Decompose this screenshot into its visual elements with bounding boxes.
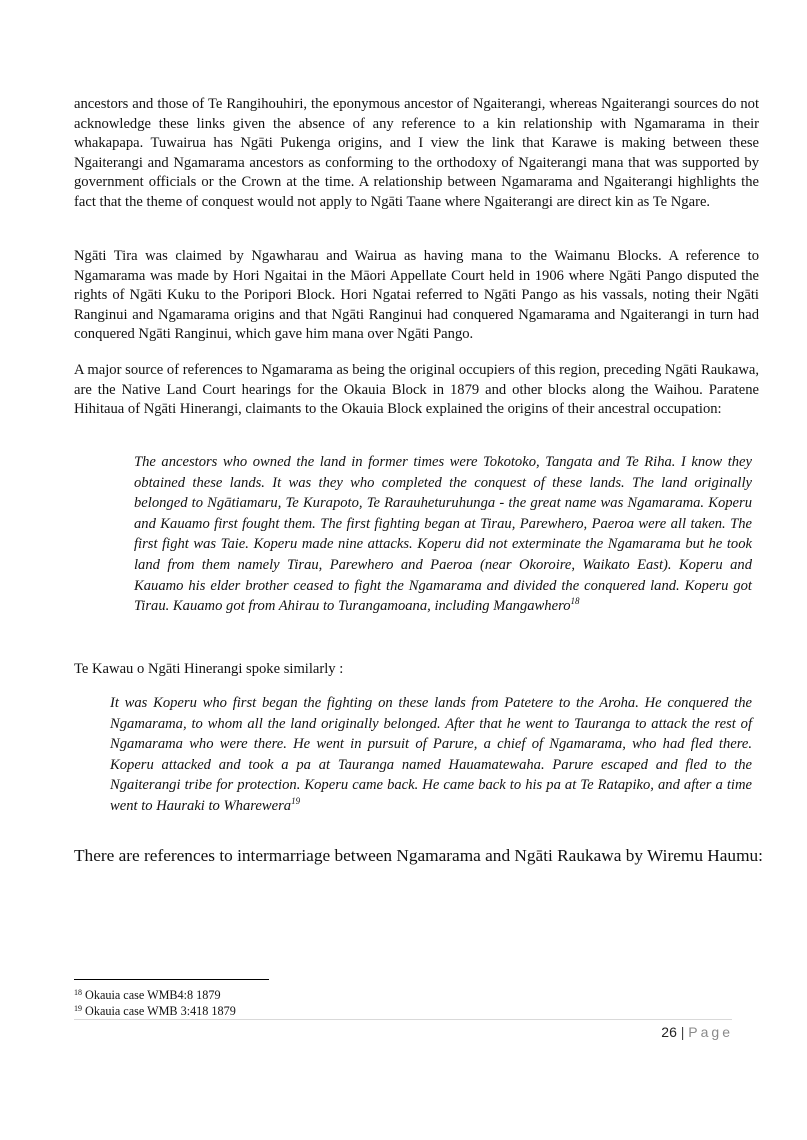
footnote-19 [74,1004,236,1019]
paragraph-ngati-tira: Ngāti Tira was claimed by Ngawharau and Wairua as having mana to the Waimanu Blocks. A reference to Ngamarama was made by Hori Ngaitai in the Māori Appellate Court held in 1906 where Ngāti Pango disputed the rights of Ngāti Kuku to the Poripori Block. Hori Ngatai referred to Ngāti Pango as his vassals, noting their Ngāti Ranginui and Ngamarama origins and that Ngāti Ranginui had conquered Ngamarama and Ngaiterangi in turn had conquered Ngāti Ranginui, which gave him mana over Ngāti Pango. [74,248,759,343]
page-number [661,1024,733,1040]
quote-text: It was Koperu who first began the fighting on these lands from Patetere to the Aroha. He conquered the Ngamarama, to whom all the land originally belonged. After that he went to Tauranga to attack the rest of Ngamarama who were there. He went in pursuit of Parure, a chief of Ngamarama, who had fled there. Koperu attacked and took a pa at Tauranga named Hauamatewaha. Parure escaped and fled to the Ngaiterangi tribe for protection. Koperu came back. He came back to his pa at Te Ratapiko, and after a time went to Hauraki to Wharewera [110,695,752,814]
quote-text: The ancestors who owned the land in former times were Tokotoko, Tangata and Te Riha. I know they obtained these lands. It was they who completed the conquest of these lands. The land originally belonged to Ngātiamaru, Te Kurapoto, Te Rarauheturuhunga - the great name was Ngamarama. Koperu and Kauamo first fought them. The first fighting began at Tirau, Parewhero, Paeroa were all taken. The first fight was Taie. Koperu made nine attacks. Koperu did not exterminate the Ngamarama but he took land from them namely Tirau, Parewhero and Paeroa (near Okoroire, Waikato East). Koperu and Kauamo his elder brother ceased to fight the Ngamarama and divided the conquered land. Koperu got Tirau. Kauamo got from Ahirau to Turangamoana, including Mangawhero [134,454,752,615]
footnote-ref-18[interactable]: 18 [570,596,580,607]
block-quote-te-kawau [110,693,752,817]
paragraph-intermarriage: There are references to intermarriage between Ngamarama and Ngāti Raukawa by Wiremu Haumu: [74,846,763,865]
footnote-text: Okauia case WMB4:8 1879 [85,988,221,1002]
footnote-number: 18 [74,988,82,997]
block-quote-paratene [134,452,752,617]
footnote-separator [74,979,269,980]
footnote-18 [74,988,221,1003]
footnote-ref-19[interactable]: 19 [291,795,301,806]
footnote-text: Okauia case WMB 3:418 1879 [85,1004,236,1018]
paragraph-te-kawau: Te Kawau o Ngāti Hinerangi spoke similarly : [74,661,344,677]
footer-divider [74,1019,732,1020]
footnote-number: 19 [74,1004,82,1013]
page-number-value: 26 [661,1024,677,1040]
paragraph-okauia-hearings: A major source of references to Ngamarama as being the original occupiers of this region, preceding Ngāti Raukawa, are the Native Land Court hearings for the Okauia Block in 1879 and other blocks along the Waihou. Paratene Hihitaua of Ngāti Hinerangi, claimants to the Okauia Block explained the origins of their ancestral occupation: [74,362,759,418]
paragraph-ancestors: ancestors and those of Te Rangihouhiri, the eponymous ancestor of Ngaiterangi, whereas Ngaiterangi sources do not acknowledge these links given the absence of any reference to a kin relationship with Ngamarama in their whakapapa. Tuwairua has Ngāti Pukenga origins, and I view the link that Karawe is making between these Ngaiterangi and Ngamarama ancestors as conforming to the orthodoxy of Ngaiterangi mana that was supported by government officials or the Crown at the time. A relationship between Ngamarama and Ngaiterangi highlights the fact that the theme of conquest would not apply to Ngāti Taane where Ngaiterangi are direct kin as Te Ngare. [74,96,759,210]
page-number-separator: | [680,1024,685,1040]
page-label: Page [688,1024,733,1040]
